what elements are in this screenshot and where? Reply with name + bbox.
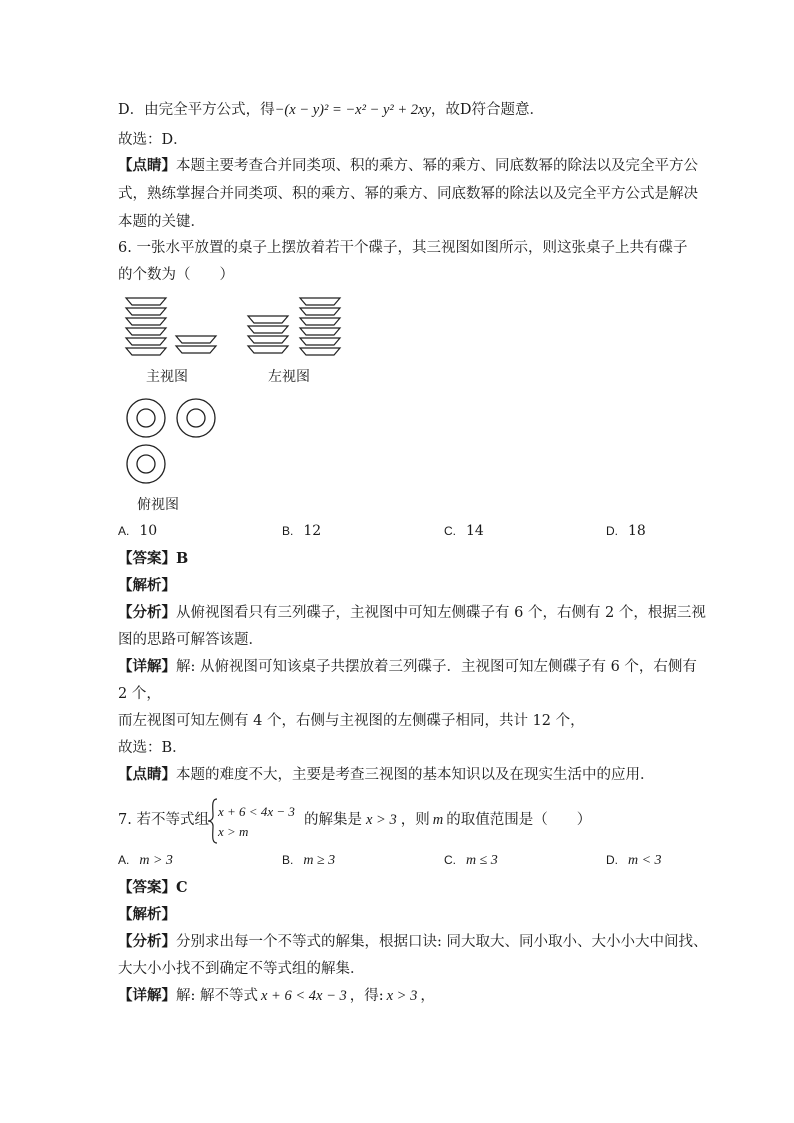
dianjing-line-1: 【点睛】本题主要考查合并同类项、积的乘方、幂的乘方、同底数幂的除法以及完全平方公	[118, 157, 698, 174]
q6-xiangjie-1: 【详解】解: 从俯视图可知该桌子共摆放着三列碟子．主视图可知左侧碟子有 6 个，右侧有	[118, 658, 697, 675]
q7-option-d: D. m < 3	[606, 853, 662, 868]
q7-option-b: B. m ≥ 3	[282, 853, 336, 868]
inequality-1: x + 6 < 4x − 3	[218, 804, 295, 819]
q6-option-c: C. 14	[444, 523, 484, 539]
q7-fenxi-2: 大大小小找不到确定不等式组的解集．	[118, 961, 365, 977]
q6-fenxi-2: 图的思路可解答该题．	[118, 632, 263, 648]
dianjing-line-3: 本题的关键．	[118, 214, 205, 230]
left-view-label: 左视图	[268, 369, 310, 385]
inequality-2: x > m	[218, 824, 249, 839]
q6-analysis-tag: 【解析】	[118, 577, 176, 594]
q7-analysis-tag: 【解析】	[118, 906, 176, 923]
inequality-system	[218, 802, 295, 842]
left-view-right-stack	[300, 298, 340, 355]
option-d-explanation: D．由完全平方公式，得−(x − y)² = −x² − y² + 2xy，故D符合题意．	[118, 102, 545, 118]
q7-option-a: A. m > 3	[118, 853, 173, 868]
q6-choose: 故选：B．	[118, 740, 187, 756]
choose-line: 故选：D．	[118, 132, 188, 148]
q7-prefix: 7. 若不等式组	[118, 812, 209, 828]
formula: −(x − y)² = −x² − y² + 2xy	[274, 102, 431, 118]
top-view-label: 俯视图	[137, 497, 179, 513]
q6-option-a: A. 10	[118, 523, 158, 539]
q7-option-c: C. m ≤ 3	[444, 853, 498, 868]
front-view-left-stack	[126, 298, 166, 355]
q6-option-d: D. 18	[606, 523, 646, 539]
question-6-line-1: 6. 一张水平放置的桌子上摆放着若干个碟子，其三视图如图所示，则这张桌子上共有碟子	[118, 240, 688, 256]
front-view-label: 主视图	[146, 369, 188, 385]
dianjing-line-2: 式，熟练掌握合并同类项、积的乘方、幂的乘方、同底数幂的除法以及完全平方公式是解决	[118, 186, 698, 202]
q7-xiangjie: 【详解】解: 解不等式 x + 6 < 4x − 3 ，得: x > 3 ，	[118, 987, 435, 1004]
question-6-line-2: 的个数为（ ）	[118, 267, 234, 283]
q6-xiangjie-3: 而左视图可知左侧有 4 个，右侧与主视图的左侧碟子相同，共计 12 个，	[118, 713, 585, 729]
q6-option-b: B. 12	[282, 523, 322, 539]
three-views-figure	[118, 290, 358, 520]
q7-answer: 【答案】C	[118, 879, 188, 896]
q6-fenxi-1: 【分析】从俯视图看只有三列碟子，主视图中可知左侧碟子有 6 个，右侧有 2 个，根据三视	[118, 604, 706, 621]
q7-rest: 的解集是 x > 3 ，则 m 的取值范围是（ ）	[304, 812, 592, 828]
q7-fenxi-1: 【分析】分别求出每一个不等式的解集，根据口诀: 同大取大、同小取小、大小小大中间找、	[118, 933, 708, 950]
left-view-left-stack	[248, 316, 288, 353]
top-view-circles	[127, 399, 215, 483]
q6-xiangjie-2: 2 个，	[118, 686, 161, 702]
q6-dianjing: 【点睛】本题的难度不大，主要是考查三视图的基本知识以及在现实生活中的应用．	[118, 766, 655, 783]
front-view-right-stack	[176, 336, 216, 353]
q6-answer: 【答案】B	[118, 550, 189, 567]
